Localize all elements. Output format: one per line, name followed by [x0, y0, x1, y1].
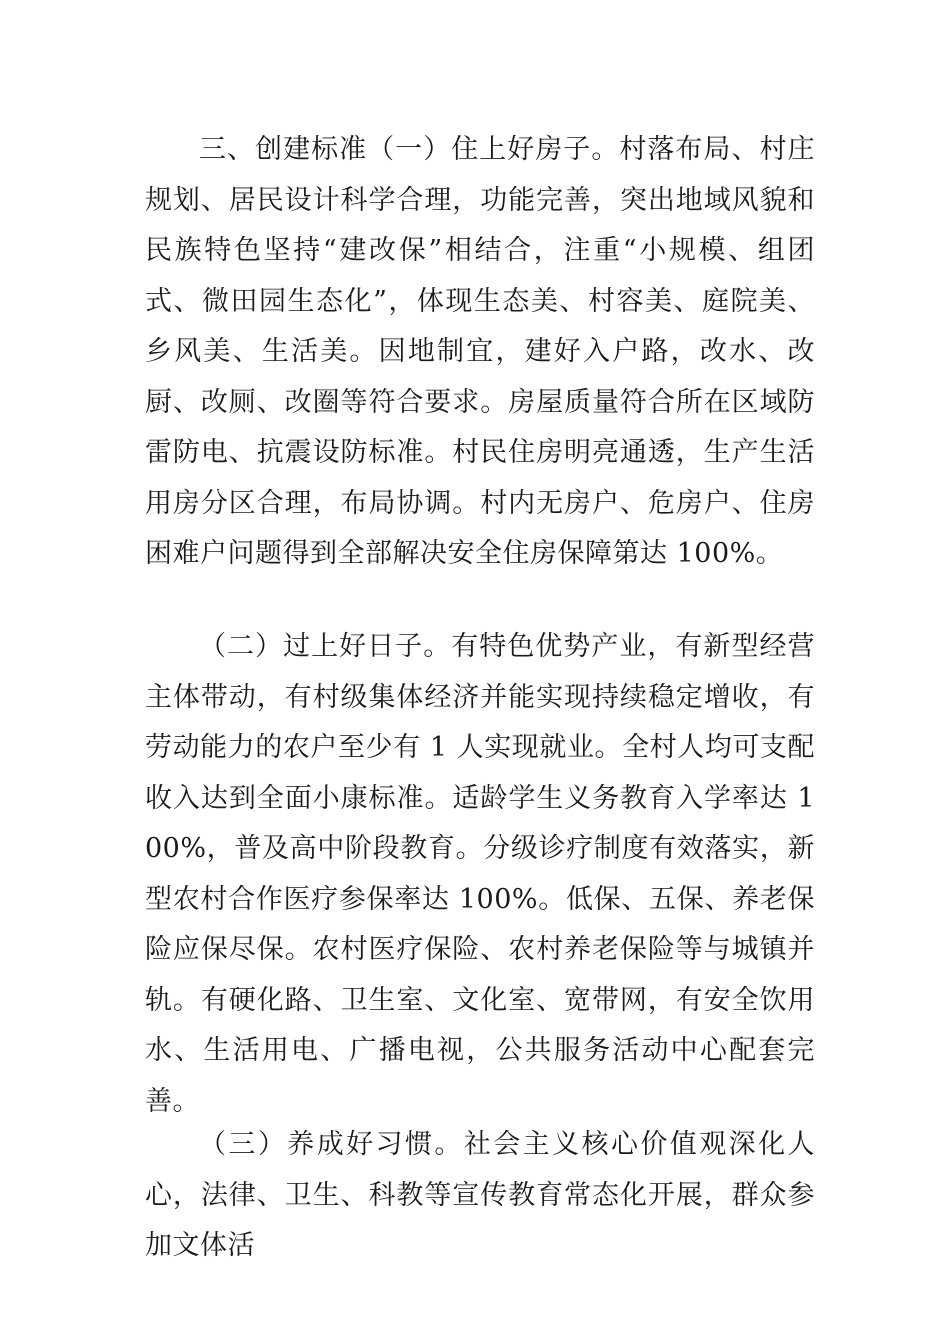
paragraph-good-habits: （三）养成好习惯。社会主义核心价值观深化人心，法律、卫生、科教等宣传教育常态化开展，群众参加文体活: [145, 1129, 815, 1261]
paragraph-good-life: （二）过上好日子。有特色优势产业，有新型经营主体带动，有村级集体经济并能实现持续稳定增收，有劳动能力的农户至少有 1 人实现就业。全村人均可支配收入达到全面小康标准。适龄学生义务教育入学率达 100%，普及高中阶段教育。分级诊疗制度有效落实，新型农村合作医疗参保率达 100%。低保、五保、养老保险应保尽保。农村医疗保险、农村养老保险等与城镇并轨。有硬化路、卫生室、文化室、宽带网，有安全饮用水、生活用电、广播电视，公共服务活动中心配套完善。: [145, 631, 815, 1117]
paragraph-housing-standard: 三、创建标准（一）住上好房子。村落布局、村庄规划、居民设计科学合理，功能完善，突出地域风貌和民族特色坚持“建改保”相结合，注重“小规模、组团式、微田园生态化”，体现生态美、村容美、庭院美、乡风美、生活美。因地制宜，建好入户路，改水、改厨、改厕、改圈等符合要求。房屋质量符合所在区域防雷防电、抗震设防标准。村民住房明亮通透，生产生活用房分区合理，布局协调。村内无房户、危房户、住房困难户问题得到全部解决安全住房保障第达 100%。: [145, 134, 815, 569]
